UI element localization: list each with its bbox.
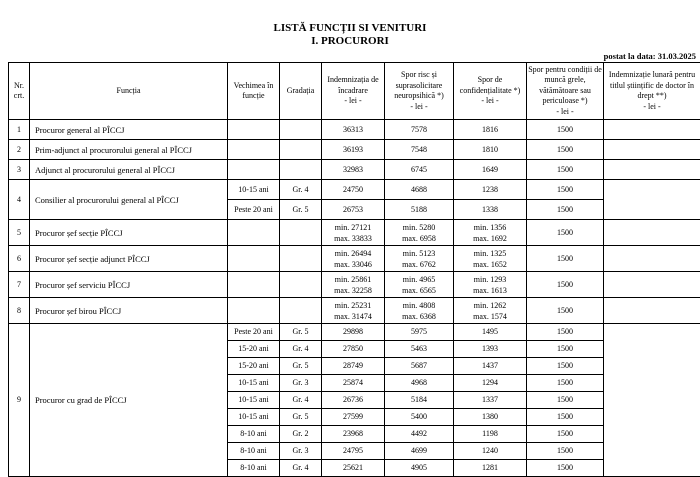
spor-cond-cell: 1500 — [527, 272, 604, 298]
max-value: max. 31474 — [334, 312, 372, 321]
gradatia-cell — [280, 160, 322, 180]
min-value: min. 27121 — [335, 223, 371, 232]
table-row — [9, 220, 700, 246]
col-header-indemn-doctor-unit: - lei - — [643, 102, 660, 111]
function-name: Prim-adjunct al procurorului general al PÎCCJ — [30, 140, 228, 160]
vechime-cell: 10-15 ani — [228, 375, 280, 392]
spor-conf-cell — [454, 246, 527, 272]
spor-risc-cell: 4905 — [385, 460, 454, 477]
col-header-spor-conf-label: Spor de confidențialitate *) — [460, 75, 521, 95]
spor-conf-cell: 1337 — [454, 392, 527, 409]
indemnizatia-cell: 24795 — [322, 443, 385, 460]
indemnizatia-cell: 27850 — [322, 341, 385, 358]
spor-conf-cell: 1238 — [454, 180, 527, 200]
spor-risc-cell — [385, 272, 454, 298]
spor-conf-cell: 1649 — [454, 160, 527, 180]
vechime-cell: Peste 20 ani — [228, 200, 280, 220]
max-value: max. 1574 — [473, 312, 507, 321]
indemn-doctor-cell — [604, 272, 700, 298]
indemn-doctor-cell — [604, 324, 700, 477]
spor-risc-cell: 5184 — [385, 392, 454, 409]
function-name: Procuror cu grad de PÎCCJ — [30, 324, 228, 477]
spor-conf-cell — [454, 220, 527, 246]
spor-cond-cell: 1500 — [527, 409, 604, 426]
max-value: max. 1613 — [473, 286, 507, 295]
spor-conf-cell: 1810 — [454, 140, 527, 160]
gradatia-cell: Gr. 5 — [280, 200, 322, 220]
gradatia-cell: Gr. 5 — [280, 358, 322, 375]
col-header-nr: Nr. crt. — [9, 63, 30, 120]
spor-risc-cell: 4699 — [385, 443, 454, 460]
gradatia-cell — [280, 246, 322, 272]
gradatia-cell: Gr. 3 — [280, 443, 322, 460]
table-row — [9, 272, 700, 298]
min-value: min. 1293 — [474, 275, 506, 284]
indemnizatia-cell: 27599 — [322, 409, 385, 426]
vechime-cell — [228, 220, 280, 246]
indemnizatia-cell: 25621 — [322, 460, 385, 477]
vechime-cell: 8-10 ani — [228, 443, 280, 460]
vechime-cell — [228, 272, 280, 298]
indemnizatia-cell: 26753 — [322, 200, 385, 220]
vechime-cell — [228, 246, 280, 272]
indemnizatia-cell — [322, 272, 385, 298]
spor-risc-cell: 7548 — [385, 140, 454, 160]
function-name: Procuror șef secție adjunct PÎCCJ — [30, 246, 228, 272]
indemn-doctor-cell — [604, 180, 700, 220]
spor-conf-cell: 1816 — [454, 120, 527, 140]
table-row — [9, 160, 700, 180]
spor-cond-cell: 1500 — [527, 324, 604, 341]
col-header-spor-conf — [454, 63, 527, 120]
document-title: LISTĂ FUNCȚII SI VENITURI — [0, 22, 700, 34]
spor-cond-cell: 1500 — [527, 160, 604, 180]
gradatia-cell: Gr. 4 — [280, 460, 322, 477]
min-value: min. 25231 — [335, 301, 371, 310]
col-header-indemn-doctor — [604, 63, 700, 120]
indemnizatia-cell: 36193 — [322, 140, 385, 160]
min-value: min. 5123 — [403, 249, 435, 258]
min-value: min. 5280 — [403, 223, 435, 232]
spor-conf-cell — [454, 298, 527, 324]
spor-cond-cell: 1500 — [527, 341, 604, 358]
spor-risc-cell — [385, 246, 454, 272]
spor-conf-cell: 1338 — [454, 200, 527, 220]
row-number: 6 — [9, 246, 30, 272]
function-name: Procuror general al PÎCCJ — [30, 120, 228, 140]
max-value: max. 1652 — [473, 260, 507, 269]
spor-risc-cell — [385, 298, 454, 324]
salary-table — [8, 62, 700, 477]
spor-conf-cell: 1437 — [454, 358, 527, 375]
vechime-cell: 8-10 ani — [228, 460, 280, 477]
row-number: 9 — [9, 324, 30, 477]
vechime-cell — [228, 298, 280, 324]
col-header-indemnizatia-label: Indemnizația de încadrare — [327, 75, 378, 95]
indemnizatia-cell — [322, 220, 385, 246]
min-value: min. 25861 — [335, 275, 371, 284]
col-header-spor-cond — [527, 63, 604, 120]
col-header-functia: Funcția — [30, 63, 228, 120]
vechime-cell — [228, 140, 280, 160]
spor-risc-cell: 5687 — [385, 358, 454, 375]
max-value: max. 32258 — [334, 286, 372, 295]
gradatia-cell: Gr. 4 — [280, 341, 322, 358]
spor-cond-cell: 1500 — [527, 140, 604, 160]
col-header-spor-cond-label: Spor pentru condiții de muncă grele, vătămătoare sau periculoase *) — [528, 65, 602, 106]
vechime-cell — [228, 120, 280, 140]
spor-conf-cell — [454, 272, 527, 298]
spor-cond-cell: 1500 — [527, 200, 604, 220]
header-row — [9, 63, 700, 120]
spor-risc-cell: 5463 — [385, 341, 454, 358]
vechime-cell: 8-10 ani — [228, 426, 280, 443]
indemn-doctor-cell — [604, 160, 700, 180]
function-name: Consilier al procurorului general al PÎCCJ — [30, 180, 228, 220]
row-number: 8 — [9, 298, 30, 324]
row-number: 7 — [9, 272, 30, 298]
gradatia-cell: Gr. 4 — [280, 180, 322, 200]
indemn-doctor-cell — [604, 220, 700, 246]
spor-risc-cell: 4968 — [385, 375, 454, 392]
indemn-doctor-cell — [604, 140, 700, 160]
spor-risc-cell: 4688 — [385, 180, 454, 200]
spor-cond-cell: 1500 — [527, 246, 604, 272]
spor-risc-cell — [385, 220, 454, 246]
table-row — [9, 120, 700, 140]
document-subtitle: I. PROCURORI — [0, 35, 700, 47]
spor-cond-cell: 1500 — [527, 358, 604, 375]
indemnizatia-cell: 29898 — [322, 324, 385, 341]
table-row — [9, 324, 700, 341]
spor-cond-cell: 1500 — [527, 375, 604, 392]
indemnizatia-cell: 36313 — [322, 120, 385, 140]
min-value: min. 1356 — [474, 223, 506, 232]
gradatia-cell: Gr. 3 — [280, 375, 322, 392]
indemnizatia-cell: 24750 — [322, 180, 385, 200]
max-value: max. 33833 — [334, 234, 372, 243]
table-row — [9, 298, 700, 324]
max-value: max. 6565 — [402, 286, 436, 295]
table-row — [9, 140, 700, 160]
min-value: min. 4808 — [403, 301, 435, 310]
row-number: 1 — [9, 120, 30, 140]
min-value: min. 1262 — [474, 301, 506, 310]
spor-conf-cell: 1380 — [454, 409, 527, 426]
col-header-spor-cond-unit: - lei - — [556, 107, 573, 116]
indemn-doctor-cell — [604, 120, 700, 140]
function-name: Procuror șef secție PÎCCJ — [30, 220, 228, 246]
spor-risc-cell: 4492 — [385, 426, 454, 443]
vechime-cell — [228, 160, 280, 180]
indemnizatia-cell — [322, 298, 385, 324]
table-row — [9, 180, 700, 200]
indemnizatia-cell: 23968 — [322, 426, 385, 443]
col-header-indemn-doctor-label: Indemnizație lunară pentru titlul științific de doctor în drept **) — [609, 70, 695, 100]
spor-conf-cell: 1393 — [454, 341, 527, 358]
gradatia-cell — [280, 272, 322, 298]
spor-conf-cell: 1495 — [454, 324, 527, 341]
gradatia-cell — [280, 298, 322, 324]
min-value: min. 4965 — [403, 275, 435, 284]
gradatia-cell: Gr. 5 — [280, 409, 322, 426]
indemnizatia-cell: 32983 — [322, 160, 385, 180]
max-value: max. 6958 — [402, 234, 436, 243]
gradatia-cell — [280, 140, 322, 160]
indemnizatia-cell — [322, 246, 385, 272]
indemn-doctor-cell — [604, 298, 700, 324]
col-header-gradatia: Gradația — [280, 63, 322, 120]
spor-cond-cell: 1500 — [527, 220, 604, 246]
col-header-indemnizatia — [322, 63, 385, 120]
spor-conf-cell: 1240 — [454, 443, 527, 460]
gradatia-cell: Gr. 5 — [280, 324, 322, 341]
vechime-cell: 10-15 ani — [228, 409, 280, 426]
max-value: max. 6762 — [402, 260, 436, 269]
gradatia-cell: Gr. 2 — [280, 426, 322, 443]
gradatia-cell — [280, 220, 322, 246]
col-header-spor-risc-label: Spor risc și suprasolicitare neuropsihică *) — [394, 70, 444, 100]
spor-cond-cell: 1500 — [527, 426, 604, 443]
spor-risc-cell: 7578 — [385, 120, 454, 140]
row-number: 4 — [9, 180, 30, 220]
row-number: 2 — [9, 140, 30, 160]
spor-conf-cell: 1294 — [454, 375, 527, 392]
col-header-vechime: Vechimea în funcție — [228, 63, 280, 120]
spor-risc-cell: 5400 — [385, 409, 454, 426]
vechime-cell: Peste 20 ani — [228, 324, 280, 341]
vechime-cell: 10-15 ani — [228, 392, 280, 409]
vechime-cell: 15-20 ani — [228, 341, 280, 358]
spor-conf-cell: 1281 — [454, 460, 527, 477]
col-header-spor-risc-unit: - lei - — [410, 102, 427, 111]
indemn-doctor-cell — [604, 246, 700, 272]
function-name: Procuror șef birou PÎCCJ — [30, 298, 228, 324]
function-name: Procuror șef serviciu PÎCCJ — [30, 272, 228, 298]
posted-date: postat la data: 31.03.2025 — [604, 51, 696, 61]
col-header-spor-risc — [385, 63, 454, 120]
spor-cond-cell: 1500 — [527, 460, 604, 477]
vechime-cell: 10-15 ani — [228, 180, 280, 200]
spor-cond-cell: 1500 — [527, 180, 604, 200]
row-number: 3 — [9, 160, 30, 180]
row-number: 5 — [9, 220, 30, 246]
vechime-cell: 15-20 ani — [228, 358, 280, 375]
max-value: max. 33046 — [334, 260, 372, 269]
spor-cond-cell: 1500 — [527, 443, 604, 460]
spor-risc-cell: 5975 — [385, 324, 454, 341]
col-header-indemnizatia-unit: - lei - — [344, 96, 361, 105]
spor-risc-cell: 6745 — [385, 160, 454, 180]
spor-cond-cell: 1500 — [527, 298, 604, 324]
max-value: max. 6368 — [402, 312, 436, 321]
gradatia-cell — [280, 120, 322, 140]
spor-cond-cell: 1500 — [527, 392, 604, 409]
spor-cond-cell: 1500 — [527, 120, 604, 140]
spor-conf-cell: 1198 — [454, 426, 527, 443]
indemnizatia-cell: 26736 — [322, 392, 385, 409]
indemnizatia-cell: 25874 — [322, 375, 385, 392]
gradatia-cell: Gr. 4 — [280, 392, 322, 409]
col-header-spor-conf-unit: - lei - — [481, 96, 498, 105]
min-value: min. 1325 — [474, 249, 506, 258]
indemnizatia-cell: 28749 — [322, 358, 385, 375]
max-value: max. 1692 — [473, 234, 507, 243]
function-name: Adjunct al procurorului general al PÎCCJ — [30, 160, 228, 180]
min-value: min. 26494 — [335, 249, 371, 258]
spor-risc-cell: 5188 — [385, 200, 454, 220]
table-row — [9, 246, 700, 272]
